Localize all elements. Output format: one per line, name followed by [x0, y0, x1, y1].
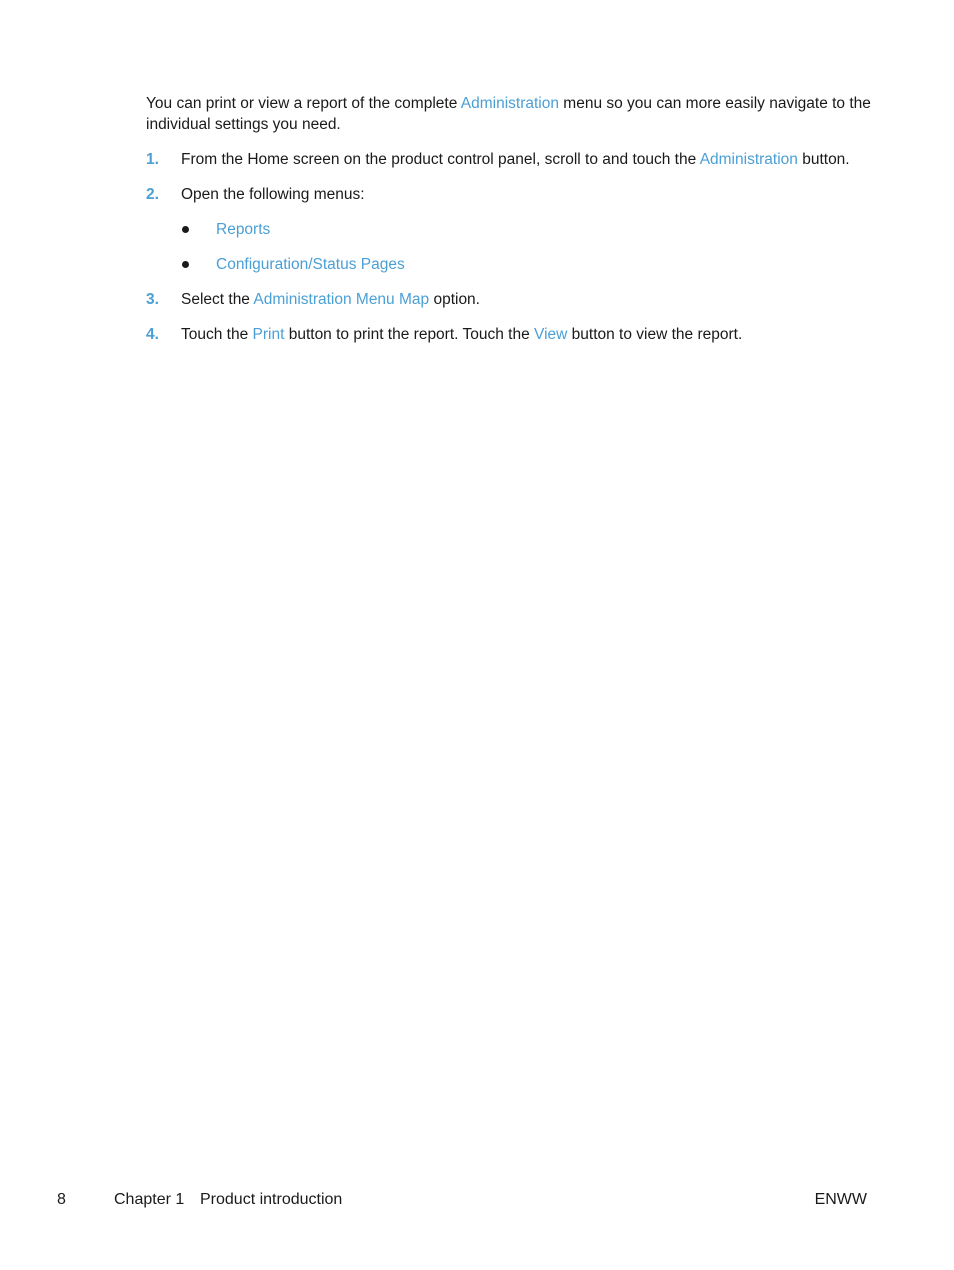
step-number: 1. — [146, 151, 159, 168]
step-text-after: button. — [797, 151, 850, 168]
ui-term-administration-menu-map: Administration Menu Map — [253, 291, 430, 308]
ui-term-administration: Administration — [699, 151, 798, 168]
step-text: Open the following menus: — [181, 186, 365, 203]
locale-code: ENWW — [814, 1191, 867, 1208]
bullet-icon — [182, 261, 189, 268]
step-text-middle: button to print the report. Touch the — [284, 326, 535, 343]
step-1 — [146, 149, 871, 170]
step-number: 4. — [146, 326, 159, 343]
step-3 — [146, 289, 871, 310]
ui-term-reports: Reports — [216, 221, 271, 238]
bullet-icon — [182, 226, 189, 233]
intro-text-after: menu so you can more easily navigate to the individual settings you need. — [146, 95, 871, 133]
step-number: 3. — [146, 291, 159, 308]
step-text-after: option. — [429, 291, 480, 308]
step-4 — [146, 324, 871, 345]
menu-bullet-list — [146, 219, 871, 275]
intro-paragraph — [146, 93, 871, 135]
step-text-before: Touch the — [181, 326, 253, 343]
ui-term-view: View — [534, 326, 568, 343]
step-2 — [146, 184, 871, 205]
bullet-item-reports — [146, 219, 871, 240]
bullet-item-configuration-status-pages — [146, 254, 871, 275]
chapter-label: Chapter 1 — [114, 1191, 185, 1208]
step-number: 2. — [146, 186, 159, 203]
chapter-title: Product introduction — [200, 1191, 343, 1208]
intro-text-before: You can print or view a report of the complete — [146, 95, 461, 112]
ui-term-configuration-status-pages: Configuration/Status Pages — [216, 256, 405, 273]
page-body — [146, 93, 871, 359]
page-number: 8 — [57, 1191, 66, 1208]
ui-term-print: Print — [252, 326, 285, 343]
step-text-before: From the Home screen on the product control panel, scroll to and touch the — [181, 151, 700, 168]
ui-term-administration: Administration — [460, 95, 559, 112]
step-text-before: Select the — [181, 291, 254, 308]
step-text-after: button to view the report. — [567, 326, 743, 343]
